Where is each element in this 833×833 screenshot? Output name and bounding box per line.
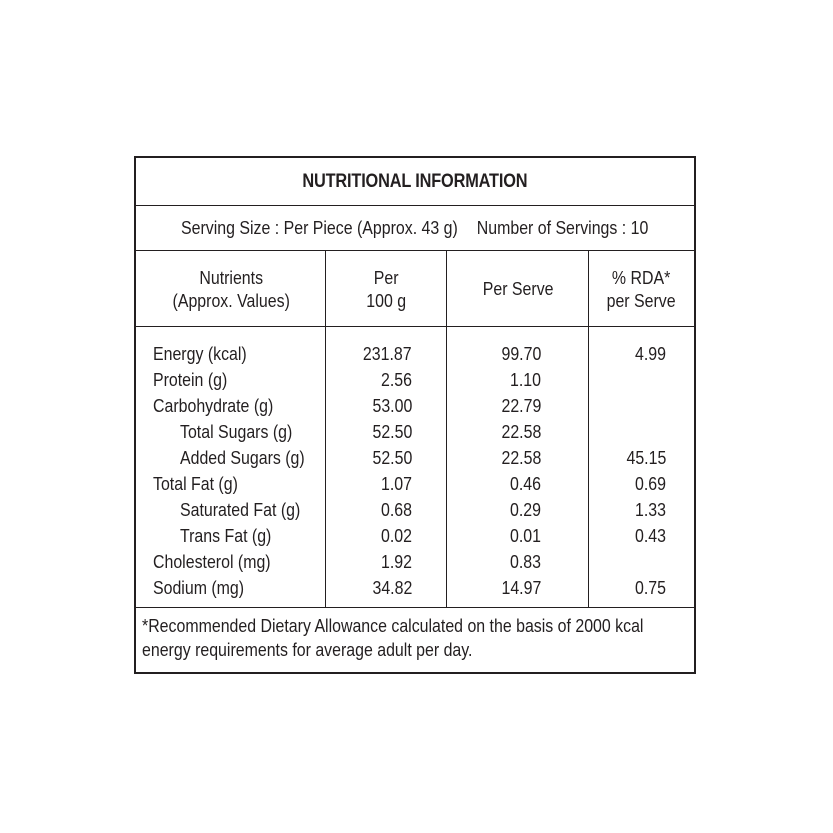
value-per-serve: 1.10	[510, 369, 541, 390]
table-title: NUTRITIONAL INFORMATION	[302, 170, 528, 192]
nutrient-name: Saturated Fat (g)	[180, 499, 301, 520]
header-nutrients	[136, 251, 326, 326]
value-rda: 4.99	[635, 343, 666, 364]
value-per-serve: 0.01	[510, 525, 541, 546]
nutrient-name: Cholesterol (mg)	[153, 551, 271, 572]
value-per-serve: 14.97	[501, 577, 541, 598]
header-rda	[589, 251, 694, 326]
value-per-serve: 22.79	[501, 395, 541, 416]
table-row	[136, 575, 694, 601]
value-per-100g: 0.02	[381, 525, 412, 546]
header-rda-line1: % RDA*	[612, 266, 671, 288]
value-per-100g: 1.92	[381, 551, 412, 572]
value-rda: 0.75	[635, 577, 666, 598]
value-per-100g: 53.00	[372, 395, 412, 416]
nutrient-grid	[136, 251, 694, 608]
value-per-serve: 0.29	[510, 499, 541, 520]
nutrient-name: Trans Fat (g)	[180, 525, 272, 546]
nutrition-table	[134, 156, 696, 674]
header-per100-line1: Per	[374, 266, 399, 288]
table-row	[136, 367, 694, 393]
nutrient-name: Added Sugars (g)	[180, 447, 305, 468]
nutrient-name: Total Sugars (g)	[180, 421, 293, 442]
header-per100-line2: 100 g	[366, 289, 407, 311]
table-row	[136, 419, 694, 445]
title-row	[136, 158, 694, 206]
value-per-100g: 52.50	[372, 447, 412, 468]
value-per-100g: 2.56	[381, 369, 412, 390]
nutrient-name: Sodium (mg)	[153, 577, 245, 598]
header-divider	[136, 326, 694, 327]
value-rda: 1.33	[635, 499, 666, 520]
nutrient-name: Energy (kcal)	[153, 343, 247, 364]
footnote-line2: energy requirements for average adult per day.	[142, 639, 473, 660]
value-per-100g: 1.07	[381, 473, 412, 494]
header-per-100g	[326, 251, 447, 326]
header-per-serve: Per Serve	[482, 278, 554, 299]
table-row	[136, 549, 694, 575]
table-row	[136, 445, 694, 471]
header-nutrients-line2: (Approx. Values)	[172, 289, 290, 311]
value-rda: 45.15	[626, 447, 666, 468]
value-per-serve: 22.58	[501, 421, 541, 442]
nutrient-name: Carbohydrate (g)	[153, 395, 274, 416]
table-row	[136, 341, 694, 367]
value-per-serve: 0.83	[510, 551, 541, 572]
table-row	[136, 523, 694, 549]
value-per-100g: 34.82	[372, 577, 412, 598]
footnote	[142, 614, 692, 662]
value-per-100g: 52.50	[372, 421, 412, 442]
value-per-serve: 22.58	[501, 447, 541, 468]
value-rda: 0.43	[635, 525, 666, 546]
value-per-serve: 0.46	[510, 473, 541, 494]
table-row	[136, 393, 694, 419]
nutrient-name: Protein (g)	[153, 369, 228, 390]
serving-size: Serving Size : Per Piece (Approx. 43 g)	[181, 217, 459, 238]
header-nutrients-line1: Nutrients	[199, 266, 263, 288]
table-row	[136, 497, 694, 523]
table-row	[136, 471, 694, 497]
value-per-100g: 0.68	[381, 499, 412, 520]
nutrient-name: Total Fat (g)	[153, 473, 238, 494]
value-per-serve: 99.70	[501, 343, 541, 364]
serving-info-row	[136, 206, 694, 251]
footnote-line1: *Recommended Dietary Allowance calculated on the basis of 2000 kcal	[142, 615, 644, 636]
value-per-100g: 231.87	[363, 343, 412, 364]
value-rda: 0.69	[635, 473, 666, 494]
number-of-servings: Number of Servings : 10	[477, 217, 649, 238]
header-rda-line2: per Serve	[607, 289, 676, 311]
